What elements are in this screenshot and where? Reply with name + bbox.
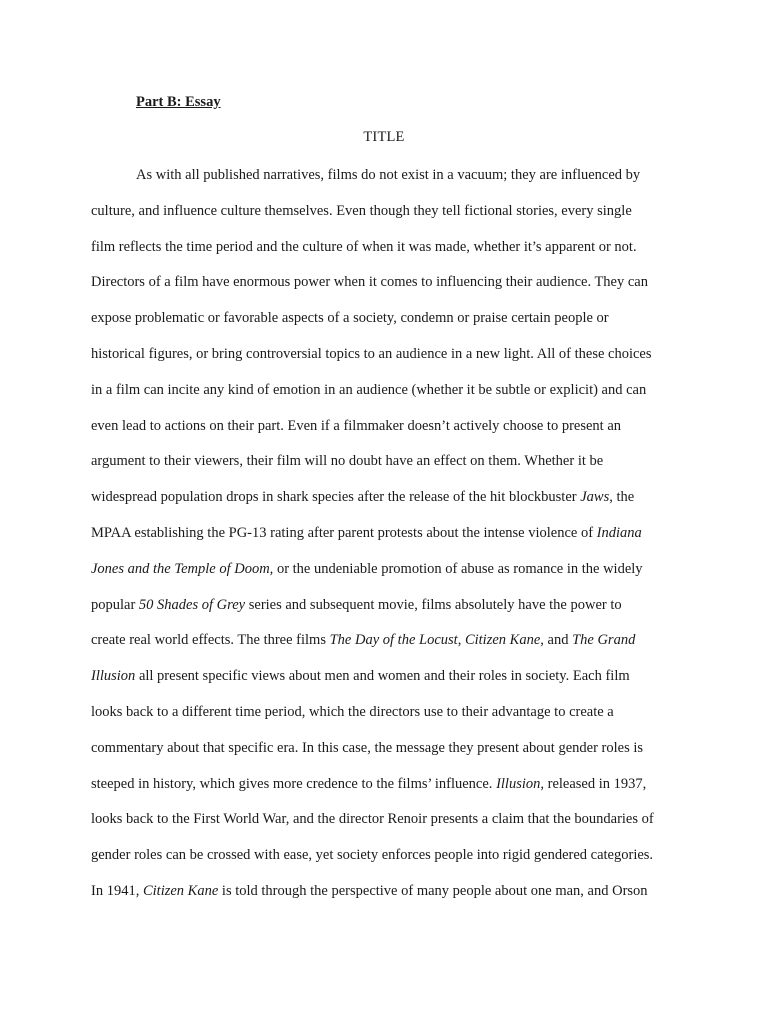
text-segment: is told through the perspective of many people about one man, and Orson [218, 883, 648, 899]
body-line [91, 739, 643, 757]
text-segment: popular [91, 596, 139, 613]
body-line [91, 381, 646, 399]
text-segment: create real world effects. The three films [91, 632, 330, 649]
italic-title: Illusion [91, 668, 136, 685]
italic-title: Indiana [596, 525, 642, 541]
italic-title: Citizen Kane [464, 632, 541, 649]
text-segment: widespread population drops in shark species after the release of the hit blockbuster [91, 489, 581, 506]
text-segment: looks back to a different time period, which the directors use to their advantage to create a [91, 704, 614, 720]
text-segment: all present specific views about men and women and their roles in society. Each film [135, 668, 630, 685]
body-line [91, 775, 646, 793]
text-segment: steeped in history, which gives more credence to the films’ influence. [91, 775, 497, 792]
italic-title: Citizen Kane [142, 883, 219, 899]
body-line [91, 667, 630, 685]
body-line [91, 524, 642, 542]
body-line [91, 202, 632, 220]
text-segment: gender roles can be crossed with ease, yet society enforces people into rigid gendered categories. [91, 847, 654, 864]
text-segment: expose problematic or favorable aspects of a society, condemn or praise certain people or [91, 310, 609, 327]
text-segment: film reflects the time period and the culture of when it was made, whether it’s apparent or not. [91, 238, 637, 255]
italic-title: The Grand [572, 632, 636, 649]
text-segment: even lead to actions on their part. Even if a filmmaker doesn’t actively choose to present an [91, 417, 622, 434]
italic-title: Jaws [580, 489, 610, 506]
body-line [91, 273, 648, 291]
body-line [91, 309, 609, 327]
text-segment: Directors of a film have enormous power when it comes to influencing their audience. They can [91, 274, 648, 291]
body-line [91, 488, 634, 506]
text-segment: argument to their viewers, their film will no doubt have an effect on them. Whether it be [91, 453, 604, 470]
body-line [91, 560, 643, 578]
body-line [91, 846, 653, 864]
body-line [91, 417, 621, 435]
italic-title: 50 Shades of Grey [138, 596, 246, 613]
text-segment: series and subsequent movie, films absolutely have the power to [245, 596, 622, 613]
text-segment: In 1941, [91, 883, 143, 899]
essay-title: TITLE [363, 129, 405, 145]
body-line [136, 166, 640, 184]
body-line [91, 596, 622, 614]
body-line [91, 703, 614, 721]
text-segment: or the undeniable promotion of abuse as romance in the widely [273, 560, 643, 577]
text-segment: in a film can incite any kind of emotion in an audience (whether it be subtle or explicit) and can [91, 381, 647, 398]
text-segment: , [457, 632, 465, 649]
text-segment: As with all published narratives, films do not exist in a vacuum; they are influenced by [136, 167, 641, 183]
body-line [91, 345, 652, 363]
text-segment: culture, and influence culture themselves. Even though they tell fictional stories, every single [91, 202, 632, 219]
body-line [91, 631, 635, 649]
italic-title: Jones and the Temple of Doom, [91, 560, 274, 577]
text-segment: , released in 1937, [540, 775, 647, 792]
italic-title: The Day of the Locust [329, 632, 458, 649]
body-line [91, 882, 648, 900]
body-line [91, 810, 654, 828]
text-segment: looks back to the First World War, and the director Renoir presents a claim that the boundaries of [91, 811, 654, 828]
body-line [91, 452, 603, 470]
italic-title: Illusion [496, 775, 541, 792]
text-segment: , the [609, 489, 635, 506]
text-segment: MPAA establishing the PG-13 rating after parent protests about the intense violence of [91, 525, 597, 541]
text-segment: historical figures, or bring controversial topics to an audience in a new light. All of these choices [91, 346, 652, 362]
body-line [91, 238, 637, 256]
section-heading: Part B: Essay [136, 94, 221, 110]
text-segment: , and [540, 632, 573, 649]
text-segment: commentary about that specific era. In this case, the message they present about gender roles is [91, 739, 644, 756]
